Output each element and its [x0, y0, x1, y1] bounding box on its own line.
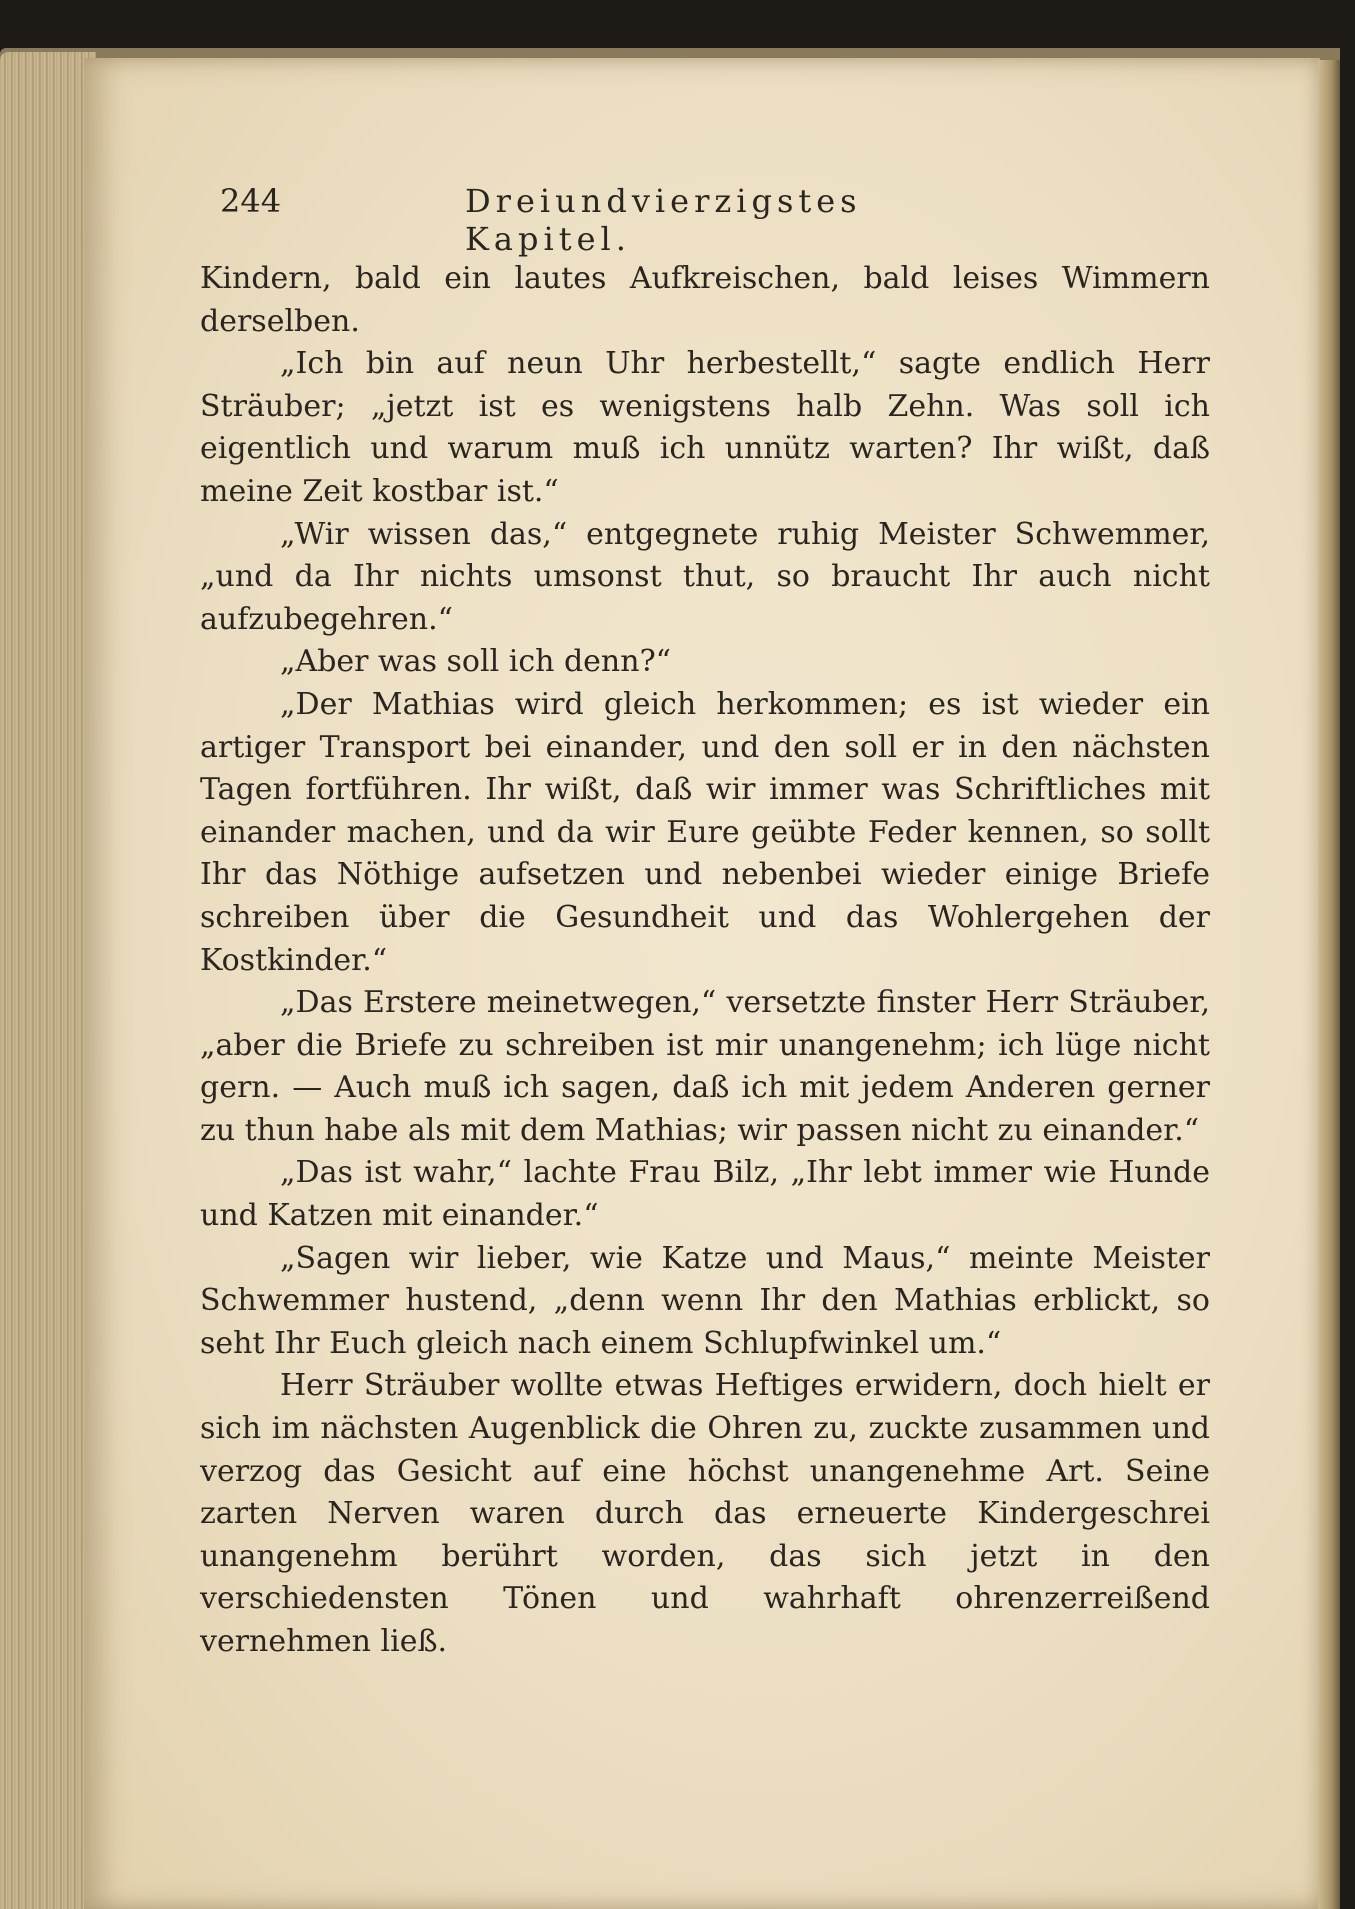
paragraph: „Ich bin auf neun Uhr herbestellt,“ sagte endlich Herr Sträuber; „jetzt ist es wenigstens halb Zehn. Was soll ich eigentlich und warum muß ich unnütz warten? Ihr wißt, daß meine Zeit kostbar ist.“: [200, 346, 1210, 509]
body-text: [200, 258, 1210, 1664]
paragraph: „Wir wissen das,“ entgegnete ruhig Meister Schwemmer, „und da Ihr nichts umsonst thut, so braucht Ihr auch nicht aufzubegehren.“: [200, 516, 1210, 637]
paragraph: „Das ist wahr,“ lachte Frau Bilz, „Ihr lebt immer wie Hunde und Katzen mit einander.“: [200, 1155, 1210, 1234]
paragraph: Kindern, bald ein lautes Aufkreischen, bald leises Wimmern derselben.: [200, 261, 1210, 339]
page-edges: [0, 52, 96, 1909]
paragraph: „Das Erstere meinetwegen,“ versetzte finster Herr Sträuber, „aber die Briefe zu schreiben ist mir unangenehm; ich lüge nicht gern. — Auch muß ich sagen, daß ich mit jedem Anderen gerner zu thun habe als mit dem Mathias; wir passen nicht zu einander.“: [200, 985, 1210, 1148]
paragraph: Herr Sträuber wollte etwas Heftiges erwidern, doch hielt er sich im nächsten Augenblick die Ohren zu, zuckte zusammen und verzog das Gesicht auf eine höchst unangenehme Art. Seine zarten Nerven waren durch das erneuerte Kindergeschrei unangenehm berührt worden, das sich jetzt in den verschiedensten Tönen und wahrhaft ohrenzerreißend vernehmen ließ.: [200, 1368, 1210, 1659]
chapter-title: Dreiundvierzigstes Kapitel.: [465, 182, 862, 258]
page-gutter: [1318, 60, 1340, 1909]
paragraph: „Sagen wir lieber, wie Katze und Maus,“ meinte Meister Schwemmer hustend, „denn wenn Ihr den Mathias erblickt, so seht Ihr Euch gleich nach einem Schlupfwinkel um.“: [200, 1240, 1210, 1361]
paragraph: „Aber was soll ich denn?“: [280, 644, 671, 680]
page-number: 244: [220, 182, 282, 220]
paragraph: „Der Mathias wird gleich herkommen; es ist wieder ein artiger Transport bei einander, und den soll er in den nächsten Tagen fortführen. Ihr wißt, daß wir immer was Schriftliches mit einander machen, und da wir Eure geübte Feder kennen, so sollt Ihr das Nöthige aufsetzen und nebenbei wieder einige Briefe schreiben über die Gesundheit und das Wohlergehen der Kostkinder.“: [200, 686, 1210, 978]
